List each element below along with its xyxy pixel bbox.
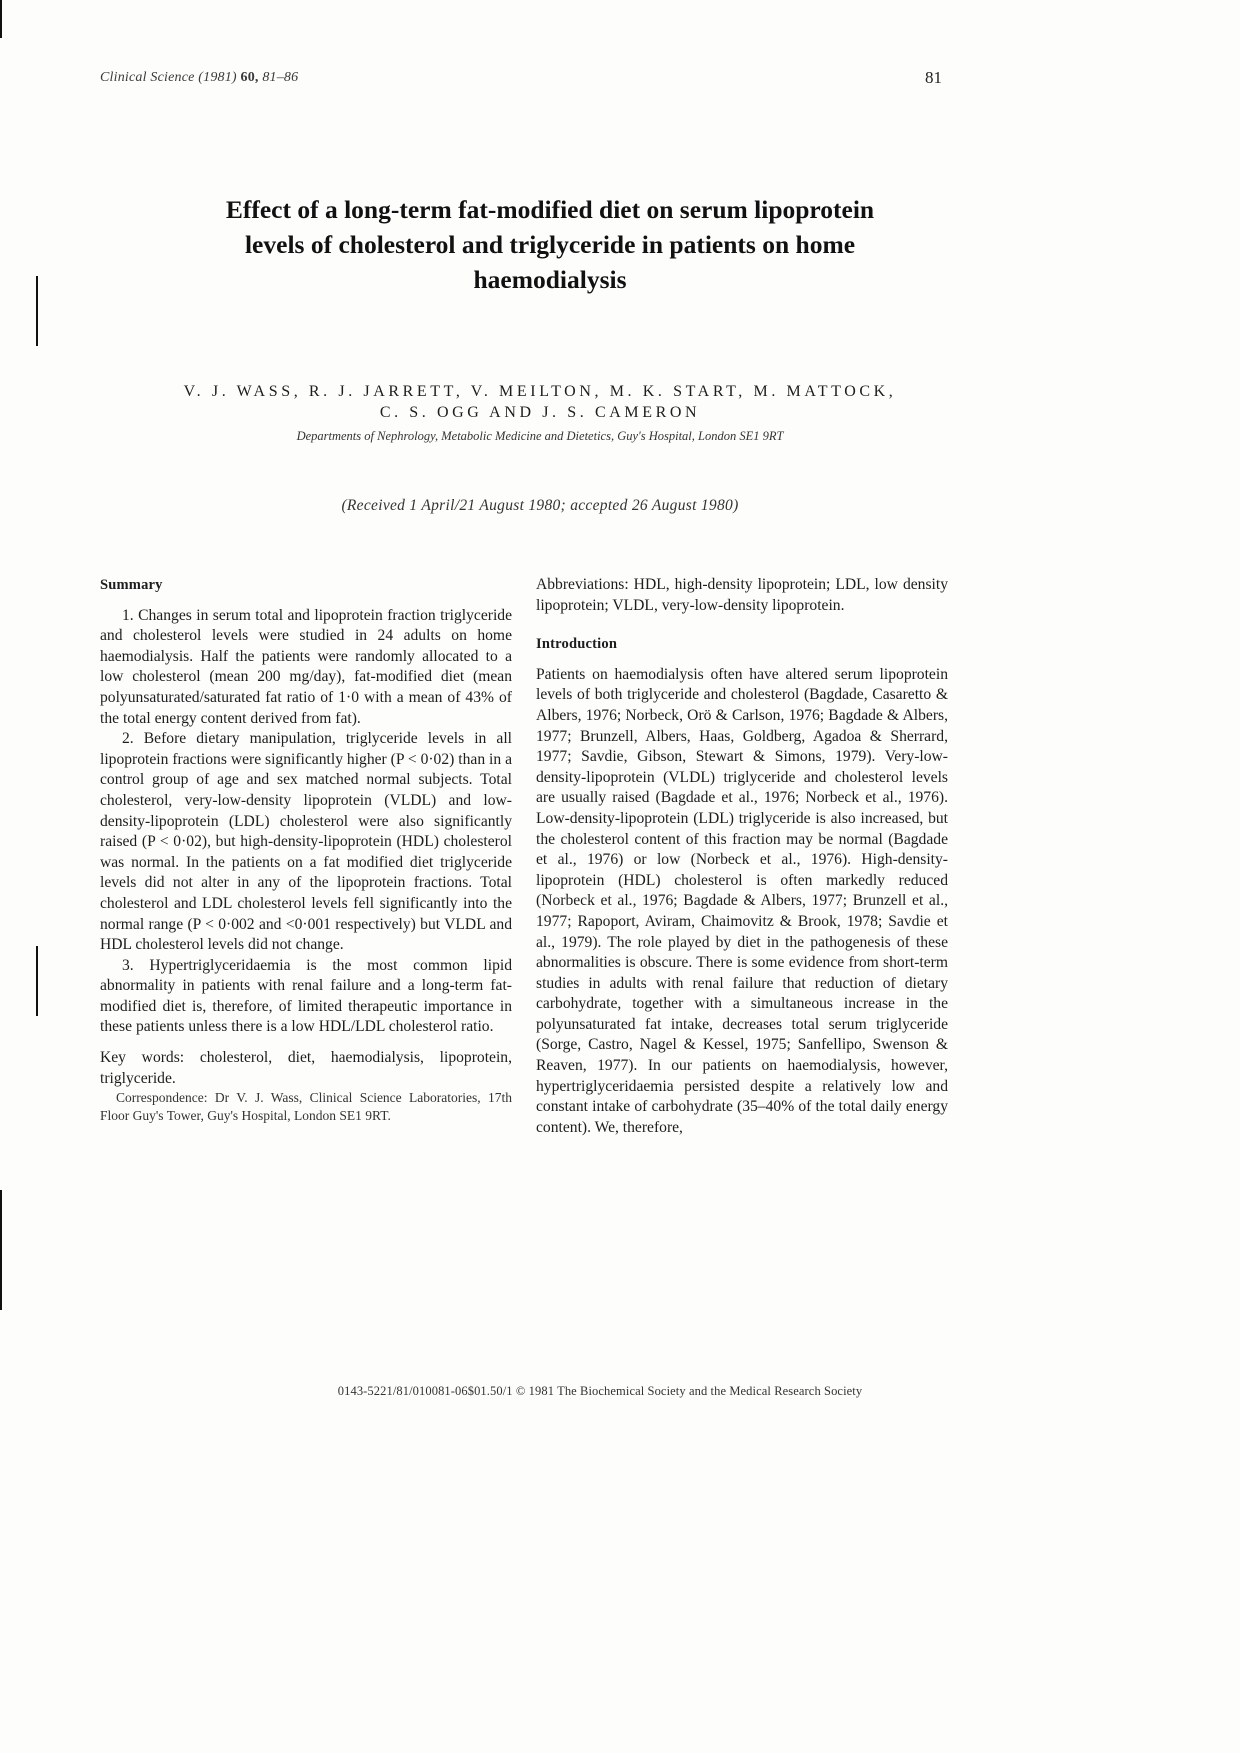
title-line: haemodialysis <box>473 265 627 294</box>
journal-pages: 81–86 <box>262 70 299 85</box>
page-number: 81 <box>925 68 942 87</box>
journal-volume: 60, <box>240 70 259 85</box>
author-list <box>90 381 990 423</box>
title-line: levels of cholesterol and triglyceride in patients on home <box>244 230 856 259</box>
summary-heading: Summary <box>100 577 163 593</box>
scan-margin-line-upper <box>36 276 38 346</box>
summary-paragraph: 2. Before dietary manipulation, triglyceride levels in all lipoprotein fractions were significantly higher (P < 0·02) than in a control group of age and sex matched normal subjects. Total cholesterol, very-low-density lipoprotein (VLDL) and low-density-lipoprotein (LDL) cholesterol were also significantly raised (P < 0·02), but high-density-lipoprotein (HDL) cholesterol was normal. In the patients on a fat modified diet triglyceride levels did not alter in any of the lipoprotein fractions. Total cholesterol and LDL cholesterol levels fell significantly into the normal range (P < 0·002 and <0·001 respectively) but VLDL and HDL cholesterol levels did not change. <box>100 730 512 954</box>
left-column <box>100 575 512 1125</box>
title-line: Effect of a long-term fat-modified diet on serum lipoprotein <box>225 195 875 224</box>
journal-name: Clinical Science <box>100 70 195 85</box>
introduction-paragraph: Patients on haemodialysis often have altered serum lipoprotein levels of both triglyceride and cholesterol (Bagdade, Casaretto & Albers, 1976; Norbeck, Orö & Carlson, 1976; Bagdade & Albers, 1977; Brunzell, Albers, Haas, Goldberg, Agadoa & Sherrard, 1977; Savdie, Gibson, Stewart & Simons, 1979). Very-low-density-lipoprotein (VLDL) triglyceride and cholesterol levels are usually raised (Bagdade et al., 1976; Norbeck et al., 1976). Low-density-lipoprotein (LDL) triglyceride is also increased, but the cholesterol content of this fraction may be normal (Bagdade et al., 1976) or low (Norbeck et al., 1976). High-density-lipoprotein (HDL) cholesterol is often markedly reduced (Norbeck et al., 1976; Bagdade & Albers, 1977; Brunzell et al., 1977; Rapoport, Aviram, Chaimovitz & Brook, 1978; Savdie et al., 1979). The role played by diet in the pathogenesis of these abnormalities is obscure. There is some evidence from short-term studies in adults with renal failure that reduction of dietary carbohydrate, together with a simultaneous increase in the polyunsaturated fat intake, decreases total serum triglyceride (Sorge, Castro, Nagel & Kessel, 1975; Sanfellipo, Swenson & Reaven, 1977). In our patients on haemodialysis, however, hypertriglyceridaemia persisted despite a relatively low and constant intake of carbohydrate (35–40% of the total daily energy content). We, therefore, <box>536 665 948 1136</box>
scan-margin-line-top <box>0 0 2 38</box>
authors-line: V. J. WASS, R. J. JARRETT, V. MEILTON, M. K. START, M. MATTOCK, <box>183 383 897 400</box>
authors-line: C. S. OGG AND J. S. CAMERON <box>379 404 701 421</box>
right-column <box>536 575 948 1138</box>
journal-year: (1981) <box>198 70 237 85</box>
scan-margin-line-bottom <box>0 1190 2 1310</box>
correspondence-note: Correspondence: Dr V. J. Wass, Clinical Science Laboratories, 17th Floor Guy's Tower, Guy's Hospital, London SE1 9RT. <box>100 1090 512 1124</box>
received-dates: (Received 1 April/21 August 1980; accepted 26 August 1980) <box>341 497 739 514</box>
affiliation: Departments of Nephrology, Metabolic Medicine and Dietetics, Guy's Hospital, London SE1 9RT <box>296 429 784 443</box>
abbreviations: Abbreviations: HDL, high-density lipoprotein; LDL, low density lipoprotein; VLDL, very-low-density lipoprotein. <box>536 576 948 614</box>
introduction-heading: Introduction <box>536 636 618 653</box>
summary-paragraph: 1. Changes in serum total and lipoprotein fraction triglyceride and cholesterol levels were studied in 24 adults on home haemodialysis. Half the patients were randomly allocated to a low cholesterol (mean 200 mg/day), fat-modified diet (mean polyunsaturated/saturated fat ratio of 1·0 with a mean of 43% of the total energy content derived from fat). <box>100 606 512 727</box>
article-title <box>120 192 980 297</box>
running-header-citation <box>100 70 298 86</box>
copyright-footer: 0143-5221/81/010081-06$01.50/1 © 1981 The Biochemical Society and the Medical Research Society <box>337 1384 863 1398</box>
summary-paragraph: 3. Hypertriglyceridaemia is the most common lipid abnormality in patients with renal failure and a long-term fat-modified diet is, therefore, of limited therapeutic importance in these patients unless there is a low HDL/LDL cholesterol ratio. <box>100 956 512 1036</box>
scan-margin-line-lower <box>36 946 38 1016</box>
key-words: Key words: cholesterol, diet, haemodialysis, lipoprotein, triglyceride. <box>100 1049 512 1087</box>
